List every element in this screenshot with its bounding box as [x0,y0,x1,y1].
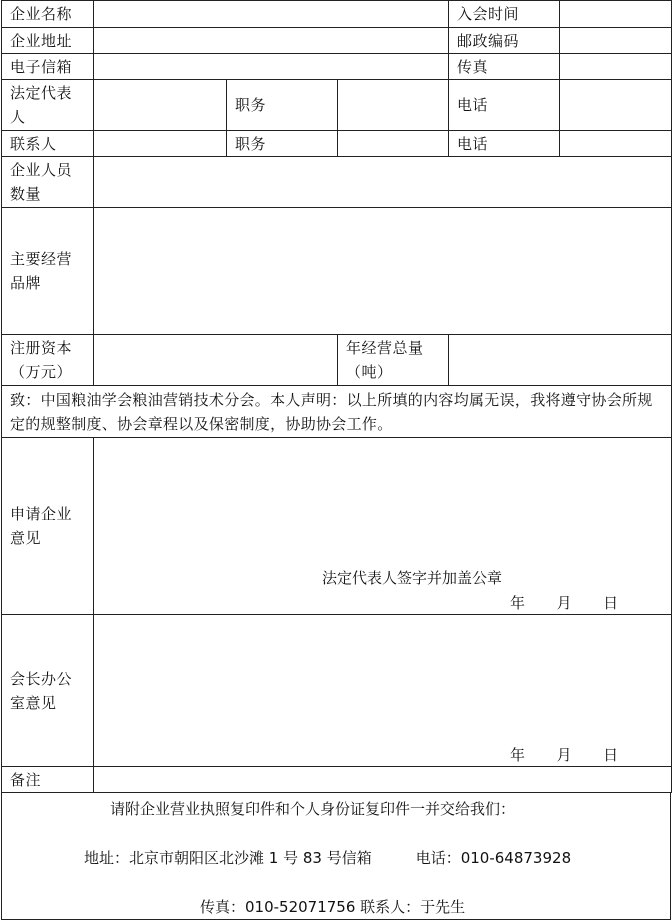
applicant-month-label: 月 [556,594,572,612]
label-company-name: 企业名称 [2,1,94,28]
field-company-address[interactable] [94,28,449,54]
label-remarks: 备注 [2,767,94,793]
president-year-label: 年 [510,746,526,764]
field-applicant-opinion[interactable] [94,438,672,615]
field-legal-rep-position[interactable] [338,80,449,131]
declaration-text: 致：中国粮油学会粮油营销技术分会。本人声明：以上所填的内容均属无误，我将遵守协会所规定的规整制度、协会章程以及保密制度，协助协会工作。 [2,386,672,438]
field-registered-capital[interactable] [94,335,338,386]
label-postal-code: 邮政编码 [449,28,560,54]
label-staff-count: 企业人员数量 [2,157,94,208]
field-legal-rep[interactable] [94,80,227,131]
footer-address-phone [84,847,571,868]
applicant-day-label: 日 [603,594,619,612]
label-annual-volume: 年经营总量（吨） [338,335,449,386]
field-postal-code[interactable] [560,28,672,54]
president-date [510,743,618,767]
field-annual-volume[interactable] [449,335,672,386]
label-contact-position: 职务 [227,131,338,157]
footer-phone: 电话：010-64873928 [415,849,572,867]
field-remarks[interactable] [94,767,672,793]
label-legal-rep-phone: 电话 [449,80,560,131]
signature-instruction: 法定代表人签字并加盖公章 [322,569,503,587]
label-legal-rep-position: 职务 [227,80,338,131]
field-contact[interactable] [94,131,227,157]
field-staff-count[interactable] [94,157,672,208]
label-registered-capital: 注册资本（万元） [2,335,94,386]
footer-info [1,793,671,920]
president-day-label: 日 [603,746,619,764]
field-contact-position[interactable] [338,131,449,157]
applicant-date [510,591,618,615]
label-contact: 联系人 [2,131,94,157]
applicant-year-label: 年 [510,594,526,612]
label-president-opinion: 会长办公室意见 [2,615,94,767]
field-main-brands[interactable] [94,208,672,335]
president-month-label: 月 [556,746,572,764]
label-main-brands: 主要经营品牌 [2,208,94,335]
field-company-name[interactable] [94,1,449,28]
footer-attachment-note: 请附企业营业执照复印件和个人身份证复印件一并交给我们： [110,800,516,818]
label-contact-phone: 电话 [449,131,560,157]
label-legal-rep: 法定代表人 [2,80,94,131]
label-company-address: 企业地址 [2,28,94,54]
field-fax[interactable] [560,54,672,80]
field-legal-rep-phone[interactable] [560,80,672,131]
footer-address: 地址：北京市朝阳区北沙滩 1 号 83 号信箱 [84,849,372,867]
field-contact-phone[interactable] [560,131,672,157]
label-fax: 传真 [449,54,560,80]
field-president-opinion[interactable] [94,615,672,767]
label-applicant-opinion: 申请企业意见 [2,438,94,615]
field-email[interactable] [94,54,449,80]
form-table [1,0,672,793]
label-join-date: 入会时间 [449,1,560,28]
label-email: 电子信箱 [2,54,94,80]
footer-fax-contact: 传真：010-52071756 联系人：于先生 [200,898,466,916]
field-join-date[interactable] [560,1,672,28]
